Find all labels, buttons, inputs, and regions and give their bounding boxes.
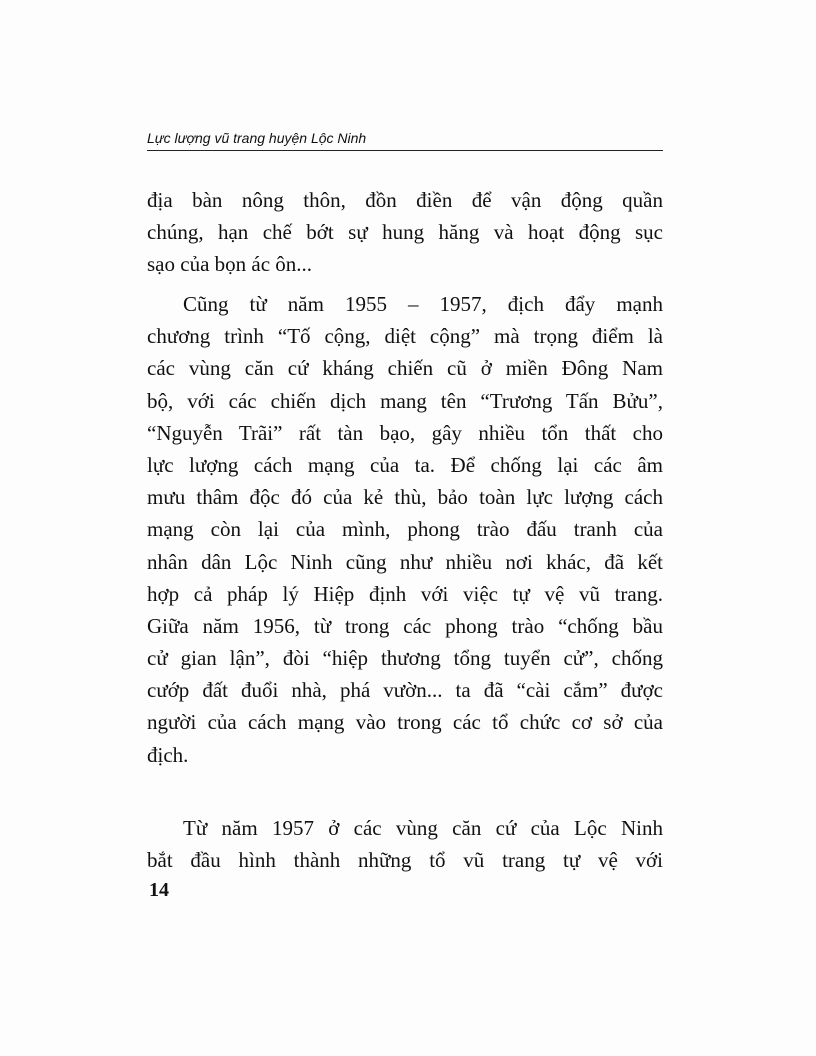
text-line: địch.	[147, 742, 189, 767]
text-line: Cũng từ năm 1955 – 1957, địch đẩy mạnh	[183, 292, 663, 316]
text-line: nhân dân Lộc Ninh cũng như nhiều nơi khác, đã kết	[147, 549, 663, 574]
text-line: chúng, hạn chế bớt sự hung hăng và hoạt động sục	[147, 220, 663, 245]
text-line: lực lượng cách mạng của ta. Để chống lại các âm	[147, 452, 663, 477]
text-line: mưu thâm độc đó của kẻ thù, bảo toàn lực lượng cách	[147, 485, 663, 510]
text-line: Từ năm 1957 ở các vùng căn cứ của Lộc Ninh	[183, 816, 663, 840]
paragraph-1	[147, 184, 663, 281]
text-line: Giữa năm 1956, từ trong các phong trào “chống bầu	[147, 613, 663, 638]
running-head: Lực lượng vũ trang huyện Lộc Ninh	[147, 130, 367, 146]
text-line: sạo của bọn ác ôn...	[147, 252, 313, 277]
page-number: 14	[149, 879, 169, 901]
text-line: các vùng căn cứ kháng chiến cũ ở miền Đông Nam	[147, 356, 663, 381]
text-line: chương trình “Tố cộng, diệt cộng” mà trọng điểm là	[147, 324, 663, 349]
text-line: mạng còn lại của mình, phong trào đấu tranh của	[147, 517, 663, 542]
header-rule	[147, 150, 663, 151]
text-line: cử gian lận”, đòi “hiệp thương tổng tuyển cử”, chống	[147, 646, 663, 671]
text-line: bộ, với các chiến dịch mang tên “Trương Tấn Bửu”,	[147, 388, 663, 413]
paragraph-3	[147, 812, 663, 876]
paragraph-2	[147, 288, 663, 771]
text-line: bắt đầu hình thành những tổ vũ trang tự vệ với	[147, 848, 663, 873]
text-line: hợp cả pháp lý Hiệp định với việc tự vệ vũ trang.	[147, 581, 663, 606]
text-line: người của cách mạng vào trong các tổ chức cơ sở của	[147, 710, 663, 735]
text-line: địa bàn nông thôn, đồn điền để vận động quần	[147, 188, 663, 212]
text-line: “Nguyễn Trãi” rất tàn bạo, gây nhiều tổn thất cho	[147, 420, 663, 445]
text-line: cướp đất đuổi nhà, phá vườn... ta đã “cài cắm” được	[147, 678, 663, 703]
